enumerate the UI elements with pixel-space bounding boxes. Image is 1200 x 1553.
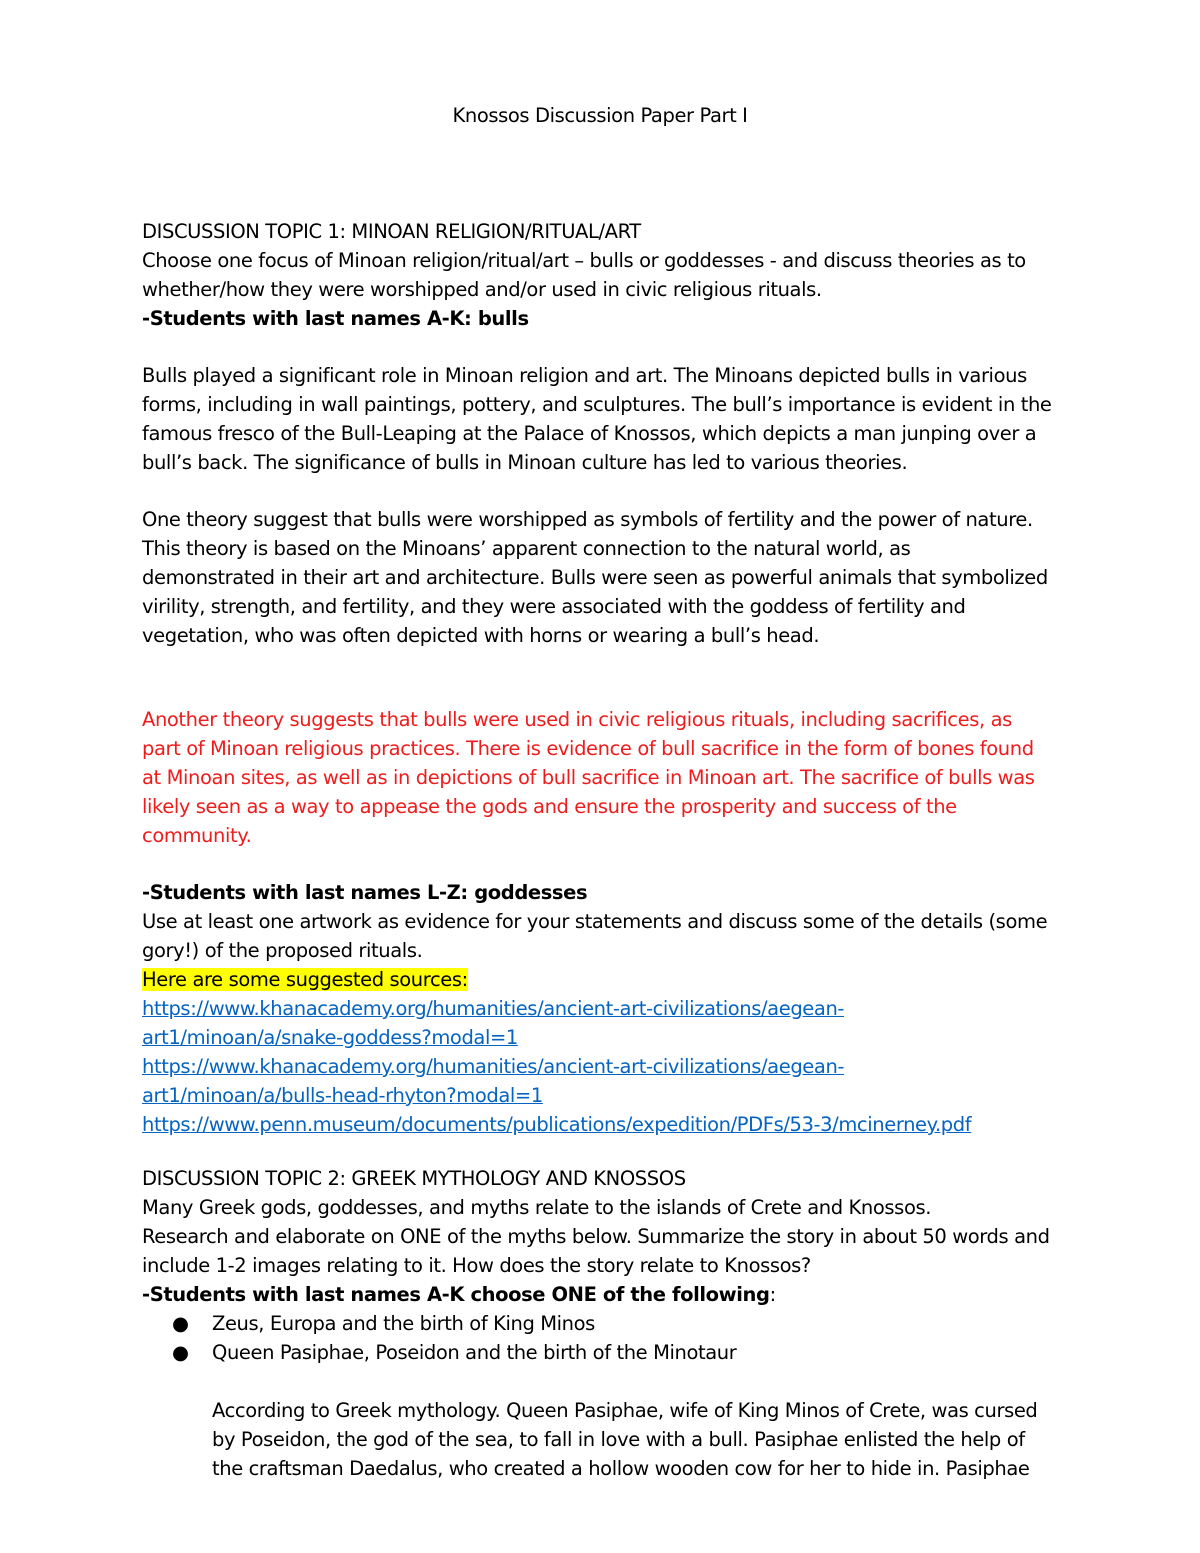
story-line: the craftsman Daedalus, who created a hollow wooden cow for her to hide in. Pasiphae <box>212 1457 1030 1480</box>
topic2-group-ak: -Students with last names A-K choose ONE of the following <box>142 1283 770 1306</box>
paragraph-line: Another theory suggests that bulls were used in civic religious rituals, including sacrifices, as <box>142 708 1012 731</box>
link-snake-goddess[interactable]: https://www.khanacademy.org/humanities/ancient-art-civilizations/aegean- <box>142 997 845 1020</box>
paragraph-line: bull’s back. The significance of bulls in Minoan culture has led to various theories. <box>142 451 908 474</box>
topic1-heading: DISCUSSION TOPIC 1: MINOAN RELIGION/RITUAL/ART <box>142 220 641 243</box>
topic2-section <box>142 1164 1092 1309</box>
topic1-goddesses-section <box>142 878 1092 1139</box>
paragraph-line: at Minoan sites, as well as in depictions of bull sacrifice in Minoan art. The sacrifice of bulls was <box>142 766 1035 789</box>
link-penn-museum-pdf[interactable]: https://www.penn.museum/documents/publications/expedition/PDFs/53-3/mcinerney.pdf <box>142 1113 972 1136</box>
evidence-line: gory!) of the proposed rituals. <box>142 939 423 962</box>
paragraph-line: demonstrated in their art and architecture. Bulls were seen as powerful animals that symbolized <box>142 566 1048 589</box>
paragraph-bulls-role <box>142 361 1092 477</box>
topic1-group-ak: -Students with last names A-K: bulls <box>142 307 529 330</box>
topic2-intro-line: Many Greek gods, goddesses, and myths relate to the islands of Crete and Knossos. <box>142 1196 932 1219</box>
paragraph-line: virility, strength, and fertility, and they were associated with the goddess of fertility and <box>142 595 966 618</box>
topic1-group-lz: -Students with last names L-Z: goddesses <box>142 881 588 904</box>
paragraph-line: Bulls played a significant role in Minoan religion and art. The Minoans depicted bulls in various <box>142 364 1027 387</box>
bullet-item-pasiphae: Queen Pasiphae, Poseidon and the birth of the Minotaur <box>212 1341 737 1364</box>
suggested-sources-label: Here are some suggested sources: <box>142 968 468 991</box>
bullet-icon: ● <box>172 1312 189 1335</box>
topic1-intro-line: Choose one focus of Minoan religion/ritual/art – bulls or goddesses - and discuss theories as to <box>142 249 1026 272</box>
topic2-group-ak-colon: : <box>769 1283 776 1306</box>
paragraph-fertility-theory <box>142 505 1092 650</box>
bullet-item-zeus-europa: Zeus, Europa and the birth of King Minos <box>212 1312 595 1335</box>
story-line: by Poseidon, the god of the sea, to fall in love with a bull. Pasiphae enlisted the help of <box>212 1428 1025 1451</box>
paragraph-line: likely seen as a way to appease the gods and ensure the prosperity and success of the <box>142 795 957 818</box>
paragraph-line: community. <box>142 824 252 847</box>
topic1-section <box>142 217 1092 333</box>
link-snake-goddess-cont[interactable]: art1/minoan/a/snake-goddess?modal=1 <box>142 1026 518 1049</box>
bullet-icon: ● <box>172 1341 189 1364</box>
paragraph-line: This theory is based on the Minoans’ apparent connection to the natural world, as <box>142 537 911 560</box>
pasiphae-story <box>212 1396 1112 1483</box>
document-title: Knossos Discussion Paper Part I <box>452 104 748 127</box>
topic2-heading: DISCUSSION TOPIC 2: GREEK MYTHOLOGY AND KNOSSOS <box>142 1167 686 1190</box>
link-bulls-head-rhyton[interactable]: https://www.khanacademy.org/humanities/ancient-art-civilizations/aegean- <box>142 1055 845 1078</box>
topic1-intro-line: whether/how they were worshipped and/or used in civic religious rituals. <box>142 278 822 301</box>
topic2-intro-line: include 1-2 images relating to it. How does the story relate to Knossos? <box>142 1254 811 1277</box>
paragraph-line: One theory suggest that bulls were worshipped as symbols of fertility and the power of nature. <box>142 508 1033 531</box>
paragraph-line: part of Minoan religious practices. There is evidence of bull sacrifice in the form of bones found <box>142 737 1034 760</box>
story-line: According to Greek mythology. Queen Pasiphae, wife of King Minos of Crete, was cursed <box>212 1399 1038 1422</box>
evidence-line: Use at least one artwork as evidence for your statements and discuss some of the details (some <box>142 910 1048 933</box>
paragraph-line: vegetation, who was often depicted with horns or wearing a bull’s head. <box>142 624 820 647</box>
paragraph-line: forms, including in wall paintings, pottery, and sculptures. The bull’s importance is evident in the <box>142 393 1052 416</box>
link-bulls-head-rhyton-cont[interactable]: art1/minoan/a/bulls-head-rhyton?modal=1 <box>142 1084 543 1107</box>
paragraph-line: famous fresco of the Bull-Leaping at the Palace of Knossos, which depicts a man junping over a <box>142 422 1037 445</box>
topic2-intro-line: Research and elaborate on ONE of the myths below. Summarize the story in about 50 words and <box>142 1225 1050 1248</box>
paragraph-sacrifice-theory <box>142 705 1092 850</box>
